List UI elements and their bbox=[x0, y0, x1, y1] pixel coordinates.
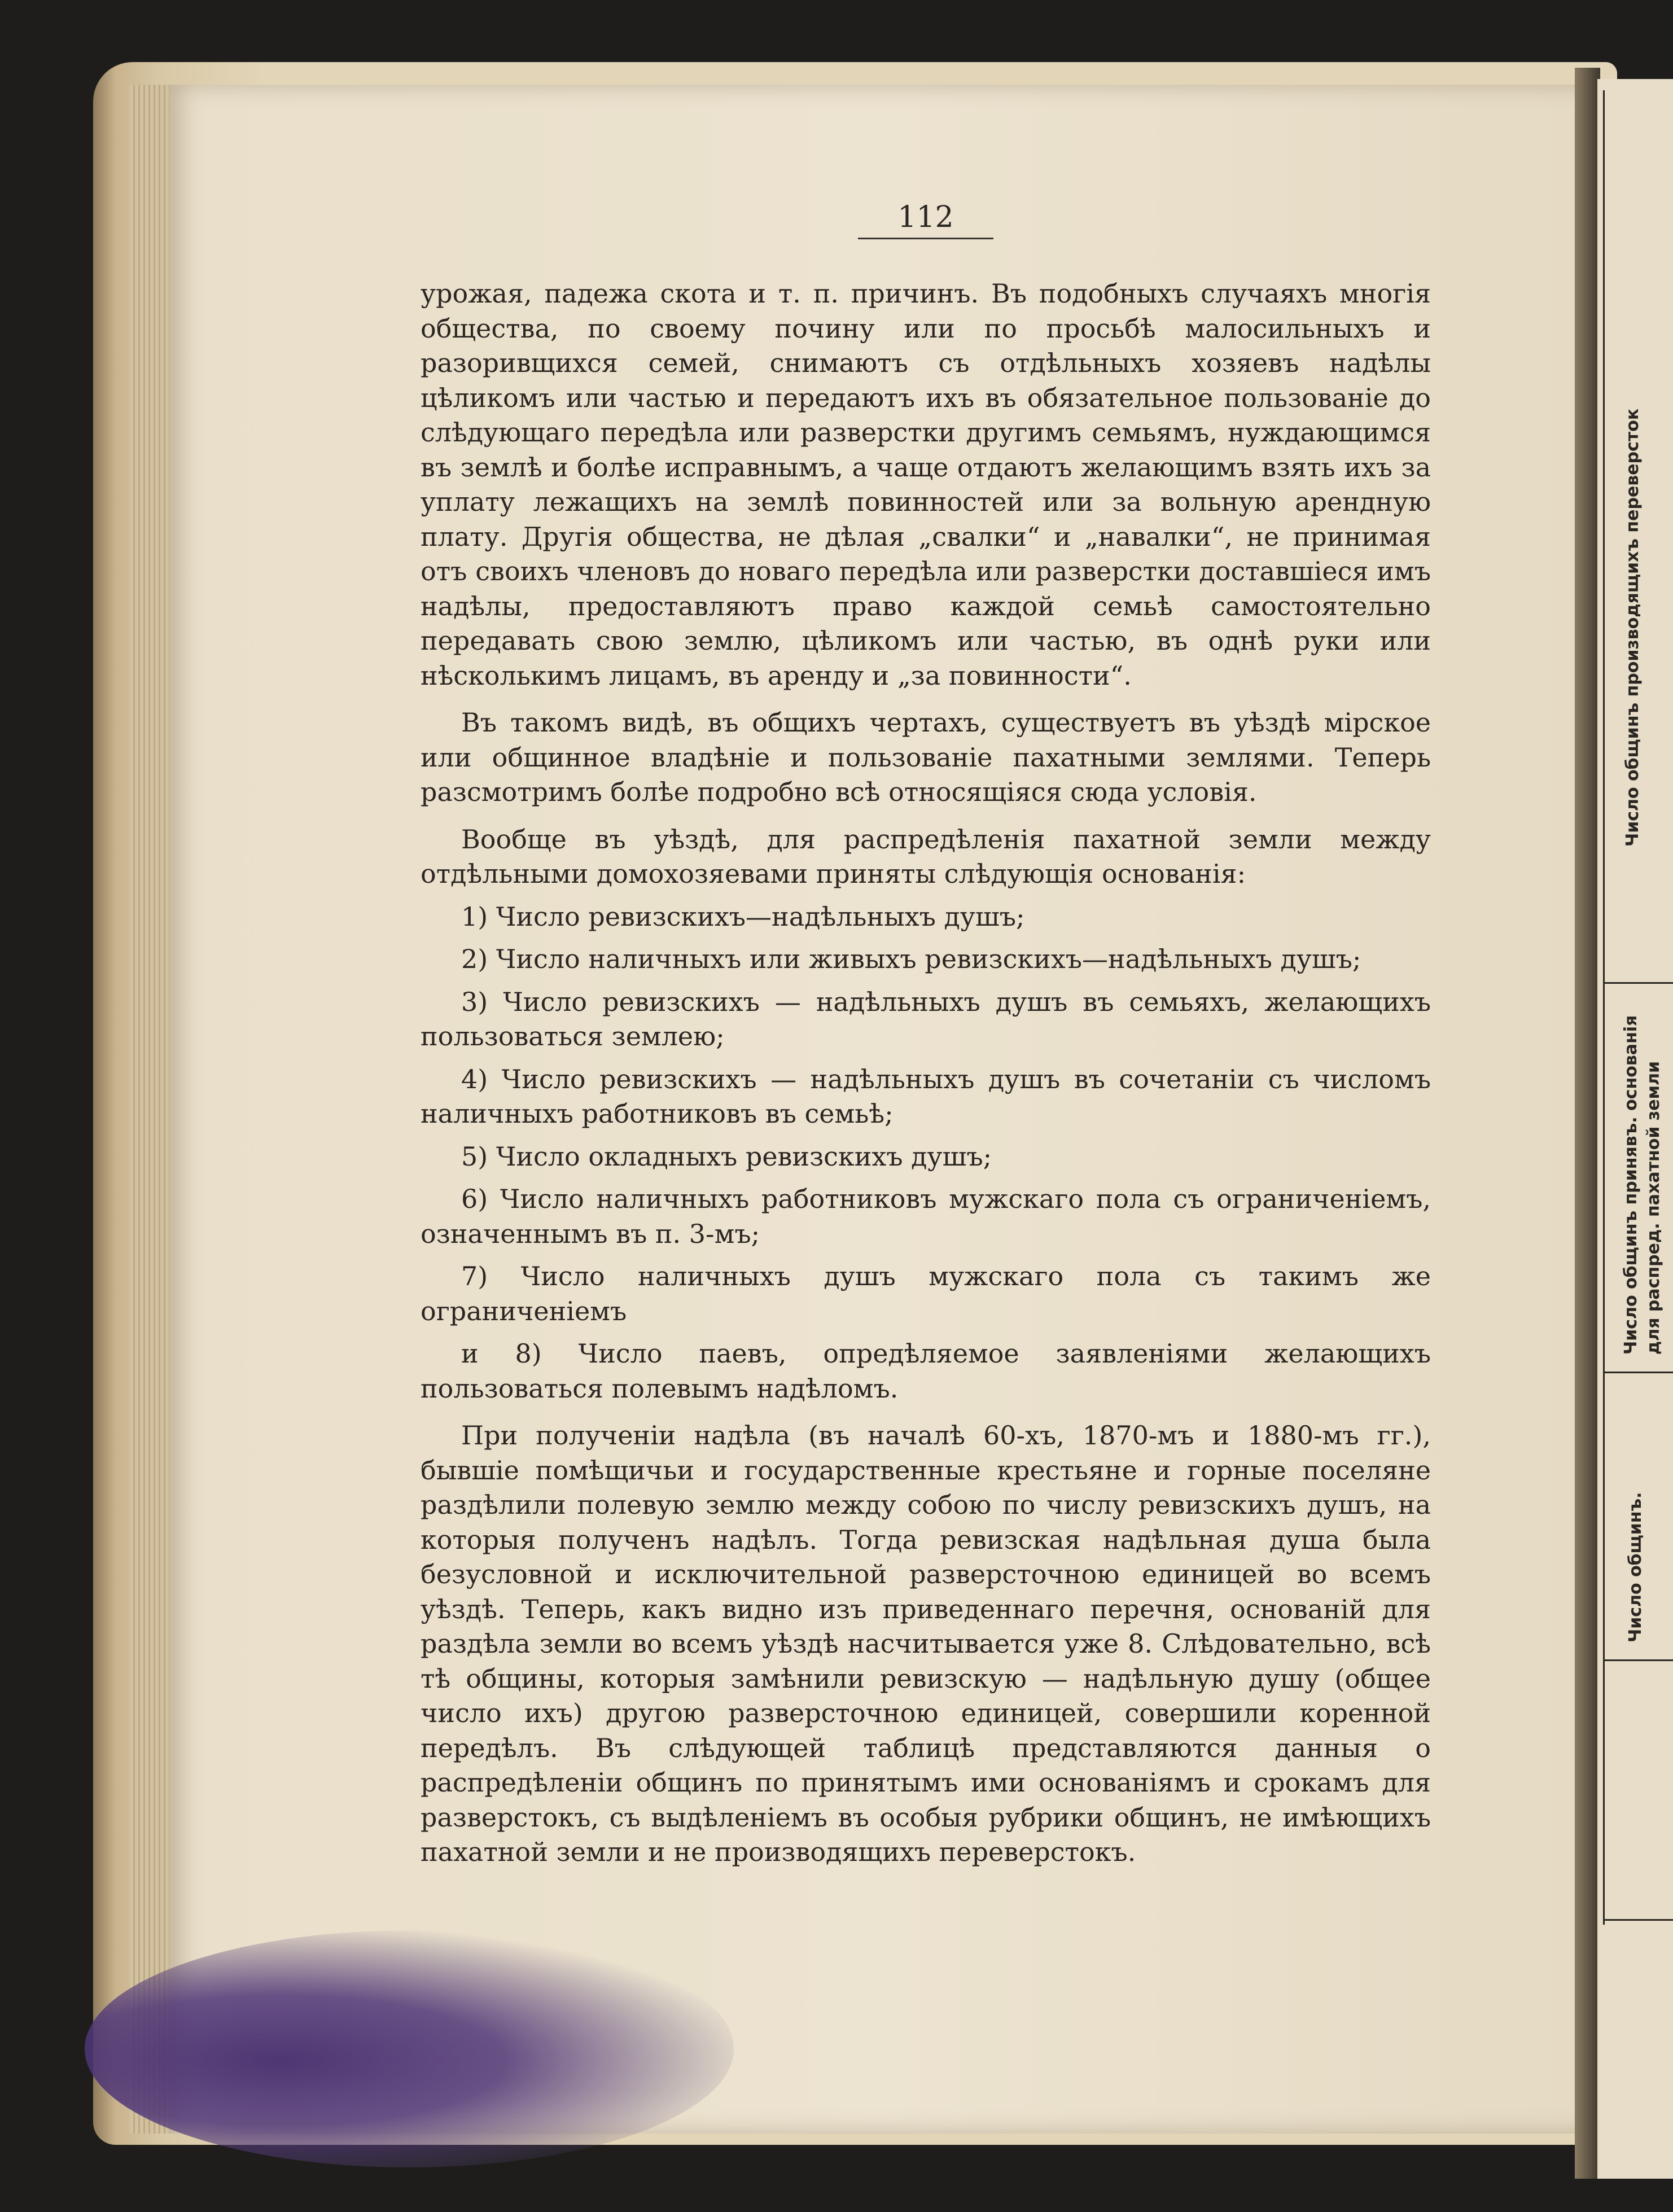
paragraph: Вообще въ уѣздѣ, для распредѣленія пахатной земли между отдѣльными домохозяевами приняты слѣдующія основанія: bbox=[421, 824, 1431, 889]
list-item: 6) Число наличныхъ работниковъ мужскаго пола съ ограниченіемъ, означеннымъ въ п. 3-мъ; bbox=[421, 1184, 1431, 1249]
table-rule bbox=[1603, 90, 1605, 1925]
table-rule bbox=[1603, 1659, 1673, 1661]
table-header-col2a: Число общинъ принявъ. основанія bbox=[1621, 1015, 1641, 1355]
table-rule bbox=[1603, 1919, 1673, 1921]
ink-stain bbox=[85, 1930, 734, 2167]
table-header-col2b: для распред. пахатной земли bbox=[1644, 1061, 1663, 1355]
list-item: 5) Число окладныхъ ревизскихъ душъ; bbox=[461, 1141, 992, 1172]
paragraph: При полученіи надѣла (въ началѣ 60-хъ, 1870-мъ и 1880-мъ гг.), бывшіе помѣщичьи и государственные крестьяне и горные поселяне раздѣлили полевую землю между собою по числу ревизскихъ душъ, на которыя полученъ надѣлъ. Тогда ревизская надѣльная душа была безусловной и исключительной разверсточною единицей во всемъ уѣздѣ. Теперь, какъ видно изъ приведеннаго перечня, основаній для раздѣла земли во всемъ уѣздѣ насчитывается уже 8. Слѣдовательно, всѣ тѣ общины, которыя замѣнили ревизскую — надѣльную душу (общее число ихъ) другою разверсточною единицей, совершили коренной передѣлъ. Въ слѣдующей таблицѣ представляются данныя о распредѣленіи общинъ по принятымъ ими основаніямъ и срокамъ для разверстокъ, съ выдѣленіемъ въ особыя рубрики общинъ, не имѣющихъ пахатной земли и не производящихъ переверстокъ. bbox=[421, 1420, 1431, 1867]
body-text bbox=[421, 277, 1431, 1870]
paragraph: Въ такомъ видѣ, въ общихъ чертахъ, существуетъ въ уѣздѣ мірское или общинное владѣніе и пользованіе пахатными землями. Теперь разсмотримъ болѣе подробно всѣ относящіяся сюда условія. bbox=[421, 707, 1431, 807]
list-item: 3) Число ревизскихъ — надѣльныхъ душъ въ семьяхъ, желающихъ пользоваться землею; bbox=[421, 986, 1431, 1052]
book-gutter bbox=[1575, 68, 1600, 2179]
page-number: 112 bbox=[858, 200, 993, 239]
table-rule bbox=[1603, 1372, 1673, 1373]
list-item: 4) Число ревизскихъ — надѣльныхъ душъ въ сочетаніи съ числомъ наличныхъ работниковъ въ семьѣ; bbox=[421, 1063, 1431, 1129]
table-header-col3: Число общинъ производящихъ переверсток bbox=[1623, 408, 1643, 847]
list-item: 7) Число наличныхъ душъ мужскаго пола съ такимъ же ограниченіемъ bbox=[421, 1261, 1431, 1326]
list-item: и 8) Число паевъ, опредѣляемое заявленіями желающихъ пользоваться полевымъ надѣломъ. bbox=[421, 1338, 1431, 1404]
table-rule bbox=[1603, 982, 1673, 984]
paragraph: урожая, падежа скота и т. п. причинъ. Въ подобныхъ случаяхъ многія общества, по своему почину или по просьбѣ малосильныхъ и разоривщихся семей, снимаютъ съ отдѣльныхъ хозяевъ надѣлы цѣликомъ или частью и передаютъ ихъ въ обязательное пользованіе до слѣдующаго передѣла или разверстки другимъ семьямъ, нуждающимся въ землѣ и болѣе исправнымъ, а чаще отдаютъ желающимъ взять ихъ за уплату лежащихъ на землѣ повинностей или за вольную арендную плату. Другія общества, не дѣлая „свалки“ и „навалки“, не принимая отъ своихъ членовъ до новаго передѣла или разверстки доставшіеся имъ надѣлы, предоставляютъ право каждой семьѣ самостоятельно передавать свою землю, цѣликомъ или частью, въ однѣ руки или нѣсколькимъ лицамъ, въ аренду и „за повинности“. bbox=[421, 278, 1431, 691]
page-edges bbox=[130, 85, 175, 2134]
list-item: 1) Число ревизскихъ—надѣльныхъ душъ; bbox=[461, 901, 1025, 932]
table-header-col1: Число общинъ. bbox=[1626, 1492, 1645, 1642]
list-item: 2) Число наличныхъ или живыхъ ревизскихъ—надѣльныхъ душъ; bbox=[461, 944, 1361, 974]
